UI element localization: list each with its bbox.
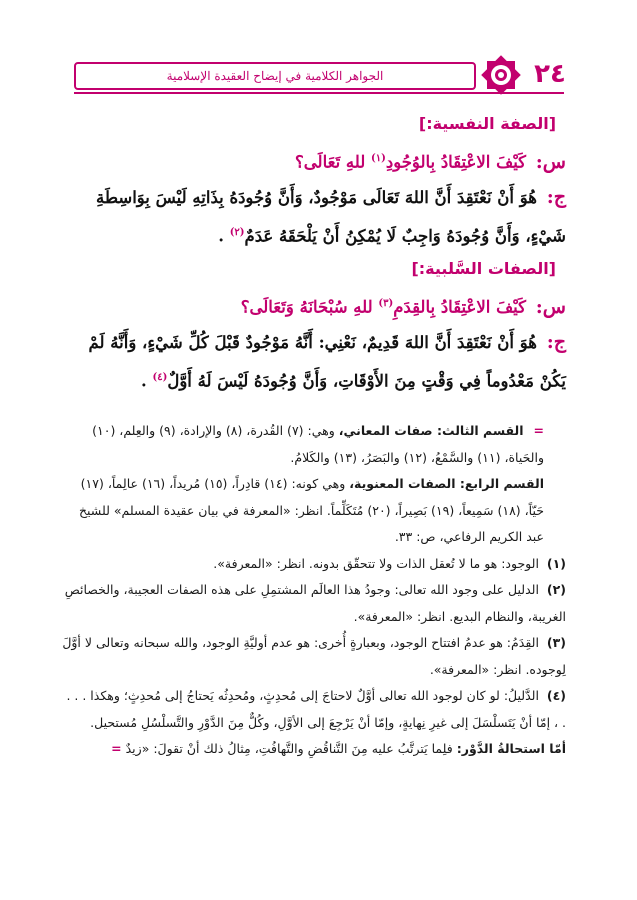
answer-end: . bbox=[141, 371, 147, 390]
note-heading: القسم الثالث: صفات المعاني، bbox=[338, 423, 524, 438]
note-text: فلِما يَترتَّبُ عليه مِنَ التَّناقُضِ والتَّهافُتِ، مِثالُ ذلك أنْ تقولَ: «زيدٌ bbox=[125, 741, 453, 756]
footnote-number: (١) bbox=[546, 555, 566, 571]
question-1 bbox=[70, 141, 566, 180]
answer-label: ج: bbox=[546, 330, 566, 353]
footnote-continuation bbox=[60, 736, 566, 763]
question-label: س: bbox=[535, 295, 566, 318]
note-text: وهي كونه: (١٤) قادِراً، (١٥) مُريداً، (١٦) عالِماً، (١٧) حَيّاً، (١٨) سَمِيعاً، (١٩) بَصِيراً، (٢٠) مُتَكَلِّماً. انظر: «المعرفة في بيان عقيدة المسلم» للشيخ عبد الكريم الرفاعي، ص: ٣٣. bbox=[78, 476, 544, 544]
footnote-number: (٢) bbox=[546, 582, 566, 597]
footnote-ref: (٢) bbox=[229, 226, 245, 238]
note-text: وهي: (٧) القُدرة، (٨) والإرادة، (٩) والعِلم، (١٠) والحَياة، (١١) والسَّمْعُ، (١٢) والبَصَرُ، (١٣) والكَلامُ. bbox=[92, 423, 544, 465]
answer-text: هُوَ أَنْ نَعْتَقِدَ أَنَّ اللهَ تَعَالَى مَوْجُودٌ، وَأَنَّ وُجُودَهُ بِذَاتِهِ لَيْسَ بِوَاسِطَةِ شَيْءٍ، وَأَنَّ وُجُودَهُ وَاجِبٌ لَا يُمْكِنُ أَنْ يَلْحَقَهُ عَدَمٌ bbox=[95, 187, 566, 245]
answer-label: ج: bbox=[546, 185, 566, 208]
footnote-text: القِدَمُ: هو عدمُ افتتاح الوجود، وبعبارةٍ أُخرى: هو عدم أوليَّةِ الوجود، والله سبحانه وتعالى لا أوَّلَ لِوجوده. انظر: «المعرفة». bbox=[62, 635, 566, 677]
footnote-text: الوجود: هو ما لا تُعقل الذات ولا تتحقّق بدونه. انظر: «المعرفة». bbox=[213, 555, 539, 571]
continued-note-2 bbox=[60, 471, 566, 551]
book-title-bar bbox=[74, 62, 476, 90]
continued-note-1 bbox=[60, 418, 566, 471]
footnote-ref: (١) bbox=[371, 153, 386, 164]
section-title-salbiyya: [الصفات السَّلبية:] bbox=[411, 259, 556, 278]
footnote-4 bbox=[60, 683, 566, 736]
footnote-2 bbox=[60, 577, 566, 630]
footnotes-area bbox=[60, 418, 566, 763]
book-title: الجواهر الكلامية في إيضاح العقيدة الإسلامية bbox=[166, 69, 384, 83]
footnote-1 bbox=[60, 551, 566, 578]
answer-1 bbox=[70, 180, 566, 254]
question-tail: للهِ سُبْحَانَهُ وَتَعَالَى؟ bbox=[240, 297, 373, 317]
question-text: كَيْفَ الاعْتِقَادُ بِالوُجُودِ bbox=[385, 152, 527, 172]
footnote-number: (٤) bbox=[546, 688, 566, 703]
section-title-nafsiyya: [الصفة النفسية:] bbox=[418, 114, 556, 133]
answer-end: . bbox=[218, 226, 224, 245]
answer-text: هُوَ أَنْ نَعْتَقِدَ أَنَّ اللهَ قَدِيمٌ، نَعْنِي: أَنَّهُ مَوْجُودٌ قَبْلَ كُلِّ شَيْءٍ، وَأَنَّهُ لَمْ يَكُنْ مَعْدُوماً فِي وَقْتٍ مِنَ الأَوْقَاتِ، وَأَنَّ وُجُودَهُ لَيْسَ لَهُ أَوَّلٌ bbox=[88, 332, 566, 390]
note-heading: أمّا استحالةُ الدَّوْر: bbox=[456, 741, 566, 756]
note-heading: القسم الرابع: الصفات المعنوية، bbox=[349, 476, 544, 491]
footnote-text: الدَّليلُ: لو كان لوجود الله تعالى أوَّلٌ لاحتاجَ إلى مُحدِثٍ، ومُحدِثُه يَحتاجُ إلى مُحدِثٍ؛ وهكذا . . . . ، إمّا أنْ يَتَسلْسَلَ إلى غيرِ نِهايةٍ، وإمّا أنْ يَرْجِعَ إلى الأوَّلِ، وكُلٌّ مِنَ الدَّوْرِ والتَّسلْسُلِ مُستحيل. bbox=[66, 688, 566, 730]
header-rule bbox=[74, 92, 564, 94]
footnote-text: الدليل على وجود الله تعالى: وجودُ هذا العالَم المشتمِلِ على هذه الصفات العجيبة، والخصائصِ الغريبة، والنظام البديع. انظر: «المعرفة». bbox=[64, 582, 566, 624]
continuation-marker: = bbox=[533, 423, 544, 438]
page-header bbox=[0, 0, 637, 100]
footnote-ref: (٣) bbox=[378, 298, 394, 309]
question-tail: للهِ تَعَالَى؟ bbox=[295, 152, 366, 172]
main-content bbox=[70, 108, 566, 398]
question-text: كَيْفَ الاعْتِقَادُ بِالقِدَمِ bbox=[393, 297, 527, 317]
footnote-ref: (٤) bbox=[152, 371, 168, 383]
continuation-marker: = bbox=[111, 741, 122, 756]
question-2 bbox=[70, 286, 566, 325]
footnote-3 bbox=[60, 630, 566, 683]
question-label: س: bbox=[535, 150, 566, 173]
page-number: ٢٤ bbox=[534, 59, 566, 89]
answer-2 bbox=[70, 325, 566, 399]
footnote-number: (٣) bbox=[546, 635, 566, 650]
